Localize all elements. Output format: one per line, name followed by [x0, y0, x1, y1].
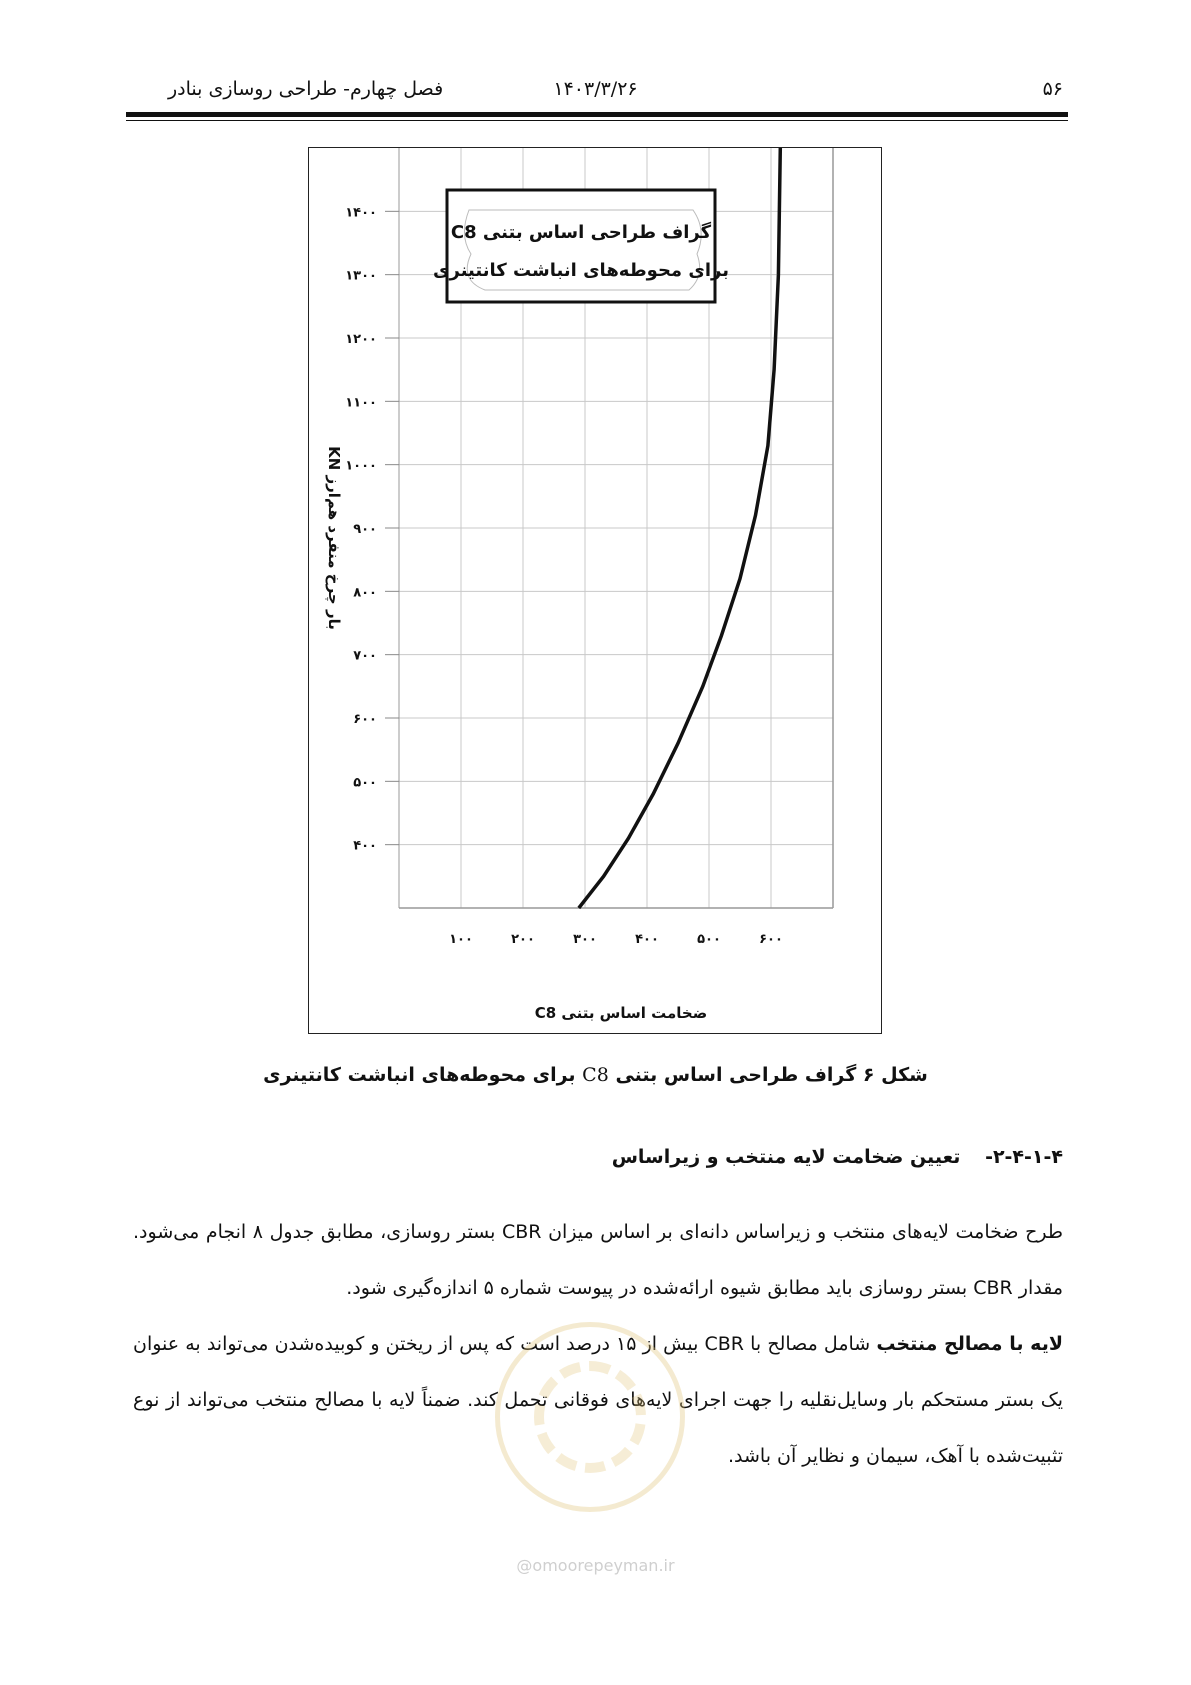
x-tick-label: ۱۰۰ — [449, 932, 473, 947]
y-tick-label: ۹۰۰ — [353, 522, 377, 537]
y-tick-label: ۷۰۰ — [353, 648, 377, 664]
y-tick-label: ۱۰۰۰ — [345, 458, 377, 474]
x-tick-label: ۶۰۰ — [759, 932, 783, 947]
chart-title-line-2: برای محوطه‌های انباشت کانتینری — [433, 260, 729, 281]
caption-code: C8 — [582, 1064, 609, 1086]
paragraph-2-bold: لایه با مصالح منتخب — [876, 1333, 1063, 1355]
section-heading — [612, 1146, 1063, 1168]
y-tick-label: ۱۱۰۰ — [345, 395, 377, 411]
y-tick-label: ۵۰۰ — [353, 775, 377, 791]
x-tick-label: ۲۰۰ — [511, 932, 535, 947]
y-tick-label: ۱۲۰۰ — [345, 332, 377, 347]
chart-title-box — [447, 190, 715, 302]
paragraph-2-text: شامل مصالح با CBR بیش از ۱۵ درصد است که پس از ریختن و کوبیده‌شدن می‌تواند به عنوان یک بستر مستحکم بار وسایل‌نقلیه را جهت اجرای لایه‌های فوقانی تحمل کند. ضمناً لایه با مصالح منتخب می‌تواند از نوع تثبیت‌شده با آهک، سیمان و نظایر آن باشد. — [133, 1333, 1063, 1467]
caption-bold-after: برای محوطه‌های انباشت کانتینری — [263, 1064, 576, 1086]
design-chart — [309, 148, 881, 1033]
x-tick-label: ۴۰۰ — [635, 932, 659, 947]
figure-frame — [308, 147, 882, 1034]
chart-title-line-1: گراف طراحی اساس بتنی C8 — [450, 222, 712, 243]
paragraph-1: طرح ضخامت لایه‌های منتخب و زیراساس دانه‌ای بر اساس میزان CBR بستر روسازی، مطابق جدول ۸ انجام می‌شود. مقدار CBR بستر روسازی باید مطابق شیوه ارائه‌شده در پیوست شماره ۵ اندازه‌گیری شود. — [133, 1221, 1064, 1299]
figure-caption — [0, 1064, 1191, 1086]
watermark-seal — [495, 1322, 685, 1512]
header-date: ۱۴۰۳/۳/۲۶ — [553, 78, 638, 100]
watermark-text: @omoorepeyman.ir — [516, 1556, 675, 1575]
x-axis-label: ضخامت اساس بتنی C8 — [534, 1004, 708, 1022]
y-tick-label: ۱۳۰۰ — [345, 268, 377, 284]
header-rule-thick — [126, 112, 1068, 117]
caption-bold-before: شکل ۶ گراف طراحی اساس بتنی — [615, 1064, 928, 1086]
y-tick-label: ۴۰۰ — [353, 838, 377, 854]
section-number: ۲-۴-۱-۴- — [985, 1146, 1063, 1168]
header-rule-thin — [126, 120, 1068, 121]
section-title: تعیین ضخامت لایه منتخب و زیراساس — [611, 1146, 961, 1168]
x-tick-label: ۵۰۰ — [697, 932, 721, 947]
y-tick-label: ۶۰۰ — [353, 712, 377, 727]
chapter-title: فصل چهارم- طراحی روسازی بنادر — [168, 78, 444, 100]
y-tick-label: ۱۴۰۰ — [345, 205, 377, 221]
x-tick-label: ۳۰۰ — [573, 932, 597, 947]
y-tick-label: ۸۰۰ — [353, 585, 377, 601]
page-number: ۵۶ — [1042, 78, 1063, 100]
y-axis-label: بار چرخ منفرد هم‌ارز KN — [325, 446, 343, 630]
